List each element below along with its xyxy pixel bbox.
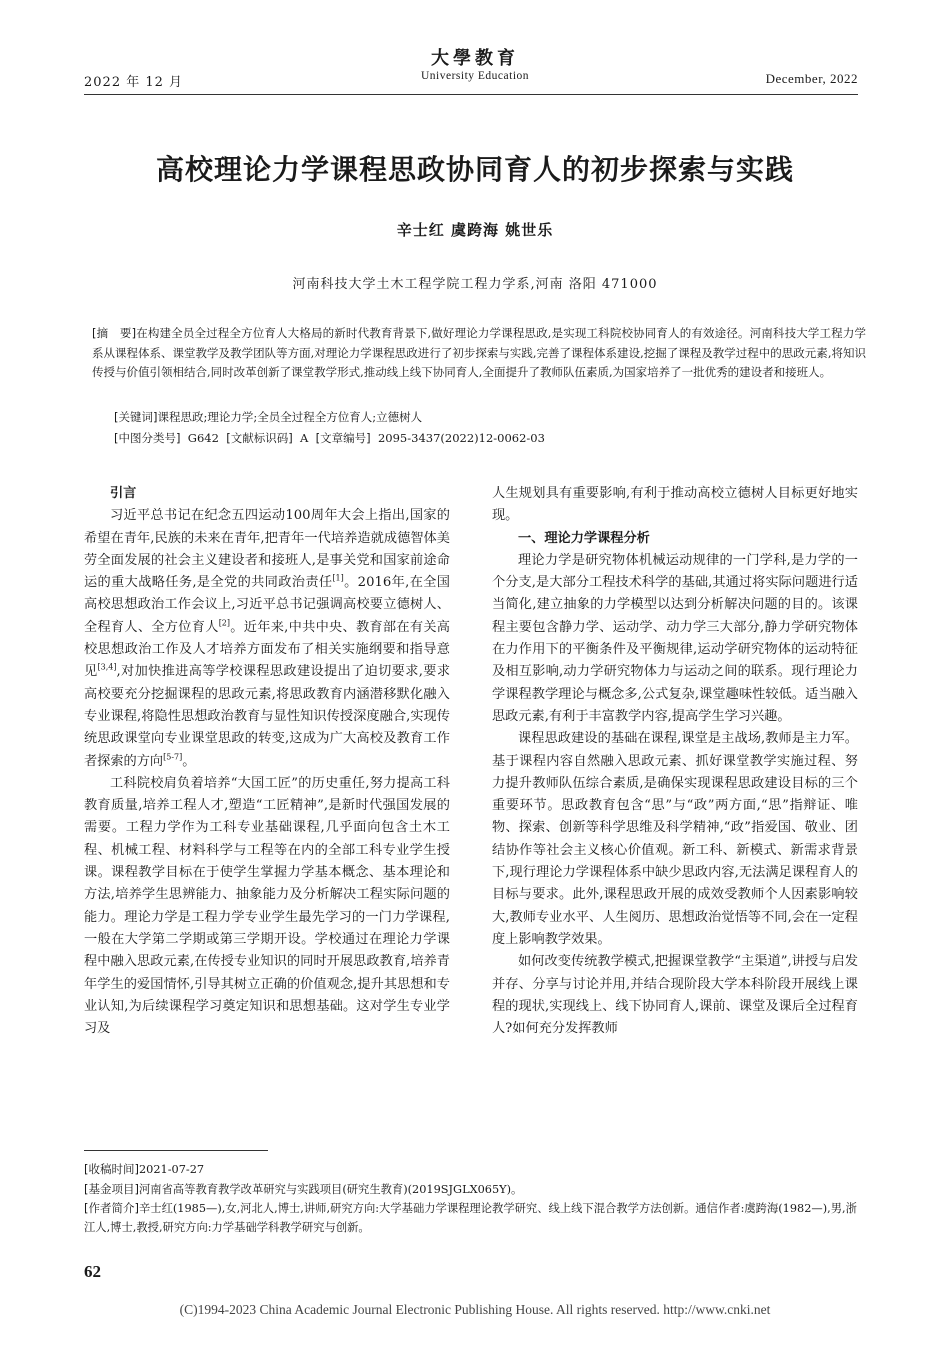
paragraph-5: 如何改变传统教学模式,把握课堂教学“主渠道”,讲授与启发并存、分享与讨论并用,并结合现阶段大学本科阶段开展线上课程的现状,实现线上、线下协同育人,课前、课堂及课后全过程育人?如何充分发挥教师 xyxy=(492,954,858,1037)
citation-3-4: [3,4] xyxy=(97,662,117,672)
journal-logo: 大學教育 xyxy=(431,48,519,69)
authors: 辛士红 虞跨海 姚世乐 xyxy=(396,221,554,239)
header-date-en: December, 2022 xyxy=(765,71,858,86)
citation-5-7: [5-7] xyxy=(163,752,183,762)
header-date-cn: 2022 年 12 月 xyxy=(84,75,184,90)
paragraph-3: 理论力学是研究物体机械运动规律的一门学科,是力学的一个分支,是大部分工程技术科学的基础,其通过将实际问题进行适当简化,建立抽象的力学模型以达到分析解决问题的目的。该课程主要包含静力学、运动学、动力学三大部分,静力学研究物体在力作用下的平衡条件及平衡规律,运动学研究物体的运动特征及相互影响,动力学研究物体力与运动之间的联系。现行理论力学课程教学理论与概念多,公式复杂,课堂趣味性较低。适当融入思政元素,有利于丰富教学内容,提高学生学习兴趣。 xyxy=(492,552,858,724)
clc-value: G642 xyxy=(187,431,219,445)
citation-1: [1] xyxy=(332,573,344,583)
footnote-author: [作者简介]辛士红(1985—),女,河北人,博士,讲师,研究方向:大学基础力学课程理论教学研究、线上线下混合教学方法创新。通信作者:虞跨海(1982—),男,浙江人,博士,教授,研究方向:力学基础学科教学研究与创新。 xyxy=(84,1201,857,1234)
page-number: 62 xyxy=(84,1262,101,1281)
classification xyxy=(114,429,864,448)
header-rule xyxy=(84,94,858,95)
intro-heading: 引言 xyxy=(110,486,137,501)
paragraph-1: 习近平总书记在纪念五四运动100周年大会上指出,国家的希望在青年,民族的未来在青年,把青年一代培养造就成德智体美劳全面发展的社会主义建设者和接班人,是事关党和国家前途命运的重大战略任务,是全党的共同政治责任[1]。2016年,在全国高校思想政治工作会议上,习近平总书记强调高校要立德树人、全程育人、全方位育人[2]。近年来,中共中央、教育部在有关高校思想政治工作及人才培养方面发布了相关实施纲要和指导意见[3,4],对加快推进高等学校课程思政建设提出了迫切要求,要求高校要充分挖掘课程的思政元素,将思政教育内涵潜移默化融入专业课程,将隐性思想政治教育与显性知识传授深度融合,实现传统思政课堂向专业课堂思政的转变,这成为广大高校及教育工作者探索的方向[5-7]。 xyxy=(84,508,451,769)
keywords-label: [关键词] xyxy=(114,410,158,424)
paragraph-2-continued: 人生规划具有重要影响,有利于推动高校立德树人目标更好地实现。 xyxy=(492,486,858,524)
journal-name-en: University Education xyxy=(420,70,530,82)
abstract-label: [摘 要] xyxy=(92,326,137,340)
abstract xyxy=(92,324,866,383)
left-column xyxy=(84,483,450,1040)
article-title: 高校理论力学课程思政协同育人的初步探索与实践 xyxy=(155,153,794,186)
paragraph-4: 课程思政建设的基础在课程,课堂是主战场,教师是主力军。基于课程内容自然融入思政元素、抓好课堂教学实施过程、努力提升教师队伍综合素质,是确保实现课程思政建设目标的三个重要环节。思政教育包含“思”与“政”两方面,“思”指辩证、唯物、探索、创新等科学思维及科学精神,“政”指爱国、敬业、团结协作等社会主义核心价值观。新工科、新模式、新需求背景下,现行理论力学课程体系中缺少思政内容,无法满足课程育人的目标与要求。此外,课程思政开展的成效受教师个人因素影响较大,教师专业水平、人生阅历、思想政治觉悟等不同,会在一定程度上影响教学效果。 xyxy=(492,731,858,947)
section-1-heading: 一、理论力学课程分析 xyxy=(518,530,650,546)
footnote-received: [收稿时间]2021-07-27 xyxy=(84,1162,205,1176)
doc-value: A xyxy=(300,431,309,445)
footnote-fund: [基金项目]河南省高等教育教学改革研究与实践项目(研究生教育)(2019SJGLX065Y)。 xyxy=(84,1182,523,1196)
right-column xyxy=(492,483,858,1040)
paragraph-2: 工科院校肩负着培养“大国工匠”的历史重任,努力提高工科教育质量,培养工程人才,塑造“工匠精神”,是新时代强国发展的需要。工程力学作为工科专业基础课程,几乎面向包含土木工程、机械工程、材料科学与工程等在内的全部工科专业学生授课。课程教学目标在于使学生掌握力学基本概念、基本理论和方法,培养学生思辨能力、抽象能力及分析解决工程实际问题的能力。理论力学是工程力学专业学生最先学习的一门力学课程,一般在大学第二学期或第三学期开设。学校通过在理论力学课程中融入思政元素,在传授专业知识的同时开展思政教育,培养青年学生的爱国情怀,引导其树立正确的价值观念,提升其思想和专业认知,为后续课程学习奠定知识和思想基础。这对学生专业学习及 xyxy=(84,775,450,1037)
abstract-text: 在构建全员全过程全方位育人大格局的新时代教育背景下,做好理论力学课程思政,是实现工科院校协同育人的有效途径。河南科技大学工程力学系从课程体系、课堂教学及教学团队等方面,对理论力学课程思政进行了初步探索与实践,完善了课程体系建设,挖掘了课程及教学过程中的思政元素,将知识传授与价值引领相结合,同时改革创新了课堂教学形式,推动线上线下协同育人,全面提升了教师队伍素质,为国家培养了一批优秀的建设者和接班人。 xyxy=(92,326,866,379)
article-number-value: 2095-3437(2022)12-0062-03 xyxy=(377,431,545,445)
affiliation: 河南科技大学土木工程学院工程力学系,河南 洛阳 471000 xyxy=(292,277,658,292)
keywords-text: 课程思政;理论力学;全员全过程全方位育人;立德树人 xyxy=(157,410,423,424)
clc-label: [中图分类号] xyxy=(114,431,181,445)
copyright-notice: (C)1994-2023 China Academic Journal Electronic Publishing House. All rights reserved. http://www.cnki.net xyxy=(179,1302,771,1317)
citation-2: [2] xyxy=(218,618,231,628)
article-number-label: [文章编号] xyxy=(315,431,371,445)
footnote-rule xyxy=(84,1150,268,1151)
doc-label: [文献标识码] xyxy=(226,431,293,445)
keywords xyxy=(114,408,864,427)
